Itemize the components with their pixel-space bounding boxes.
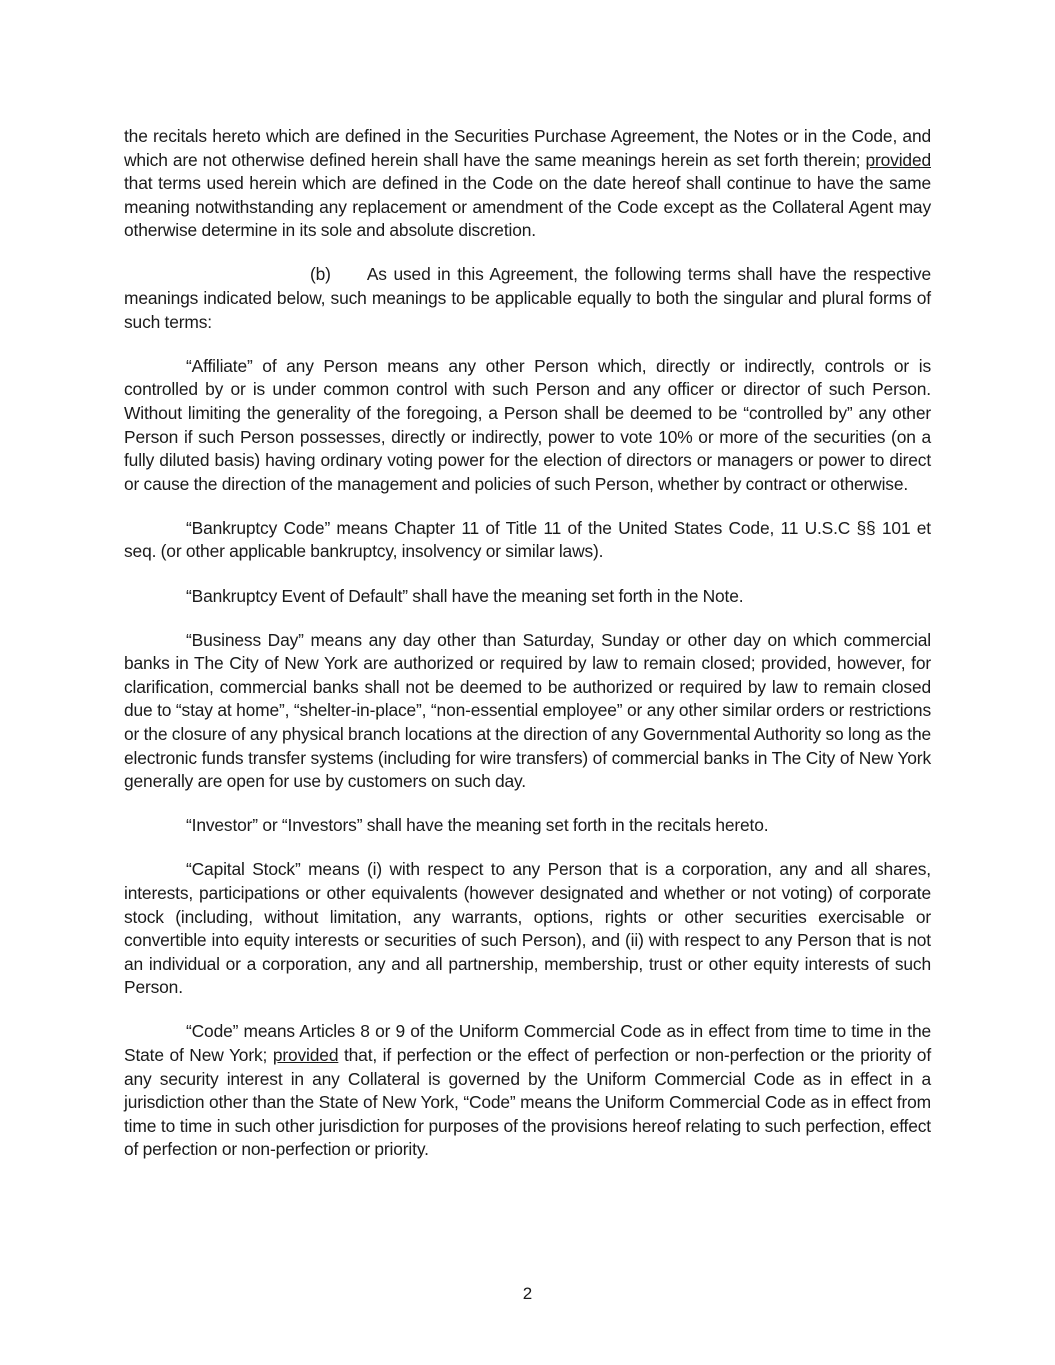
subsection-b-paragraph: [124, 263, 931, 334]
recitals-paragraph: [124, 125, 931, 243]
provided-underlined: provided: [865, 149, 931, 170]
subsection-b-text: As used in this Agreement, the following terms shall have the respective meanings indicated below, such meanings to be applicable equally to both the singular and plural forms of such terms:: [124, 264, 931, 332]
definition-business-day: “Business Day” means any day other than Saturday, Sunday or other day on which commercial banks in The City of New York are authorized or required by law to remain closed; provided, however, for clarification, commercial banks shall not be deemed to be authorized or required by law to remain closed due to “stay at home”, “shelter-in-place”, “non-essential employee” or any other similar orders or restrictions or the closure of any physical branch locations at the direction of any Governmental Authority so long as the electronic funds transfer systems (including for wire transfers) of commercial banks in The City of New York generally are open for use by customers on such day.: [124, 629, 931, 792]
definition-bankruptcy-code: “Bankruptcy Code” means Chapter 11 of Title 11 of the United States Code, 11 U.S.C §§ 101 et seq. (or other applicable bankruptcy, insolvency or similar laws).: [124, 517, 931, 562]
definition-affiliate: “Affiliate” of any Person means any other Person which, directly or indirectly, controls or is controlled by or is under common control with such Person and any officer or director of such Person. Without limiting the generality of the foregoing, a Person shall be deemed to be “controlled by” any other Person if such Person possesses, directly or indirectly, power to vote 10% or more of the securities (on a fully diluted basis) having ordinary voting power for the election of directors or managers or power to direct or cause the direction of the management and policies of such Person, whether by contract or otherwise.: [124, 355, 931, 494]
recitals-text-2: that terms used herein which are defined in the Code on the date hereof shall continue to have the same meaning notwithstanding any replacement or amendment of the Code except as the Collateral Agent may otherwise determine in its sole and absolute discretion.: [124, 173, 931, 241]
page-number: 2: [522, 1284, 533, 1303]
definition-bankruptcy-event-of-default: “Bankruptcy Event of Default” shall have the meaning set forth in the Note.: [186, 585, 744, 606]
definition-code: [124, 1020, 931, 1162]
code-text-1: “Code” means Articles 8 or 9 of the Uniform Commercial Code as in effect from time to time in the State of New York;: [124, 1021, 931, 1065]
subsection-b-label: (b): [310, 264, 331, 285]
definition-capital-stock: “Capital Stock” means (i) with respect to any Person that is a corporation, any and all shares, interests, participations or other equivalents (however designated and whether or not voting) of corporate stock (including, without limitation, any warrants, options, rights or other securities exercisable or convertible into equity interests or securities of such Person), and (ii) with respect to any Person that is not an individual or a corporation, any and all partnership, membership, trust or other equity interests of such Person.: [124, 859, 931, 998]
recitals-text-1: the recitals hereto which are defined in the Securities Purchase Agreement, the Notes or in the Code, and which are not otherwise defined herein shall have the same meanings herein as set forth therein;: [124, 126, 931, 170]
code-provided-underlined: provided: [272, 1045, 339, 1065]
definition-investor: “Investor” or “Investors” shall have the meaning set forth in the recitals hereto.: [186, 815, 769, 836]
document-body: [124, 125, 931, 1182]
code-text-2: that, if perfection or the effect of perfection or non-perfection or the priority of any security interest in any Collateral is governed by the Uniform Commercial Code as in effect in a jurisdiction other than the State of New York, “Code” means the Uniform Commercial Code as in effect from time to time in such other jurisdiction for purposes of the provisions hereof relating to such perfection, effect of perfection or non-perfection or priority.: [124, 1045, 931, 1160]
